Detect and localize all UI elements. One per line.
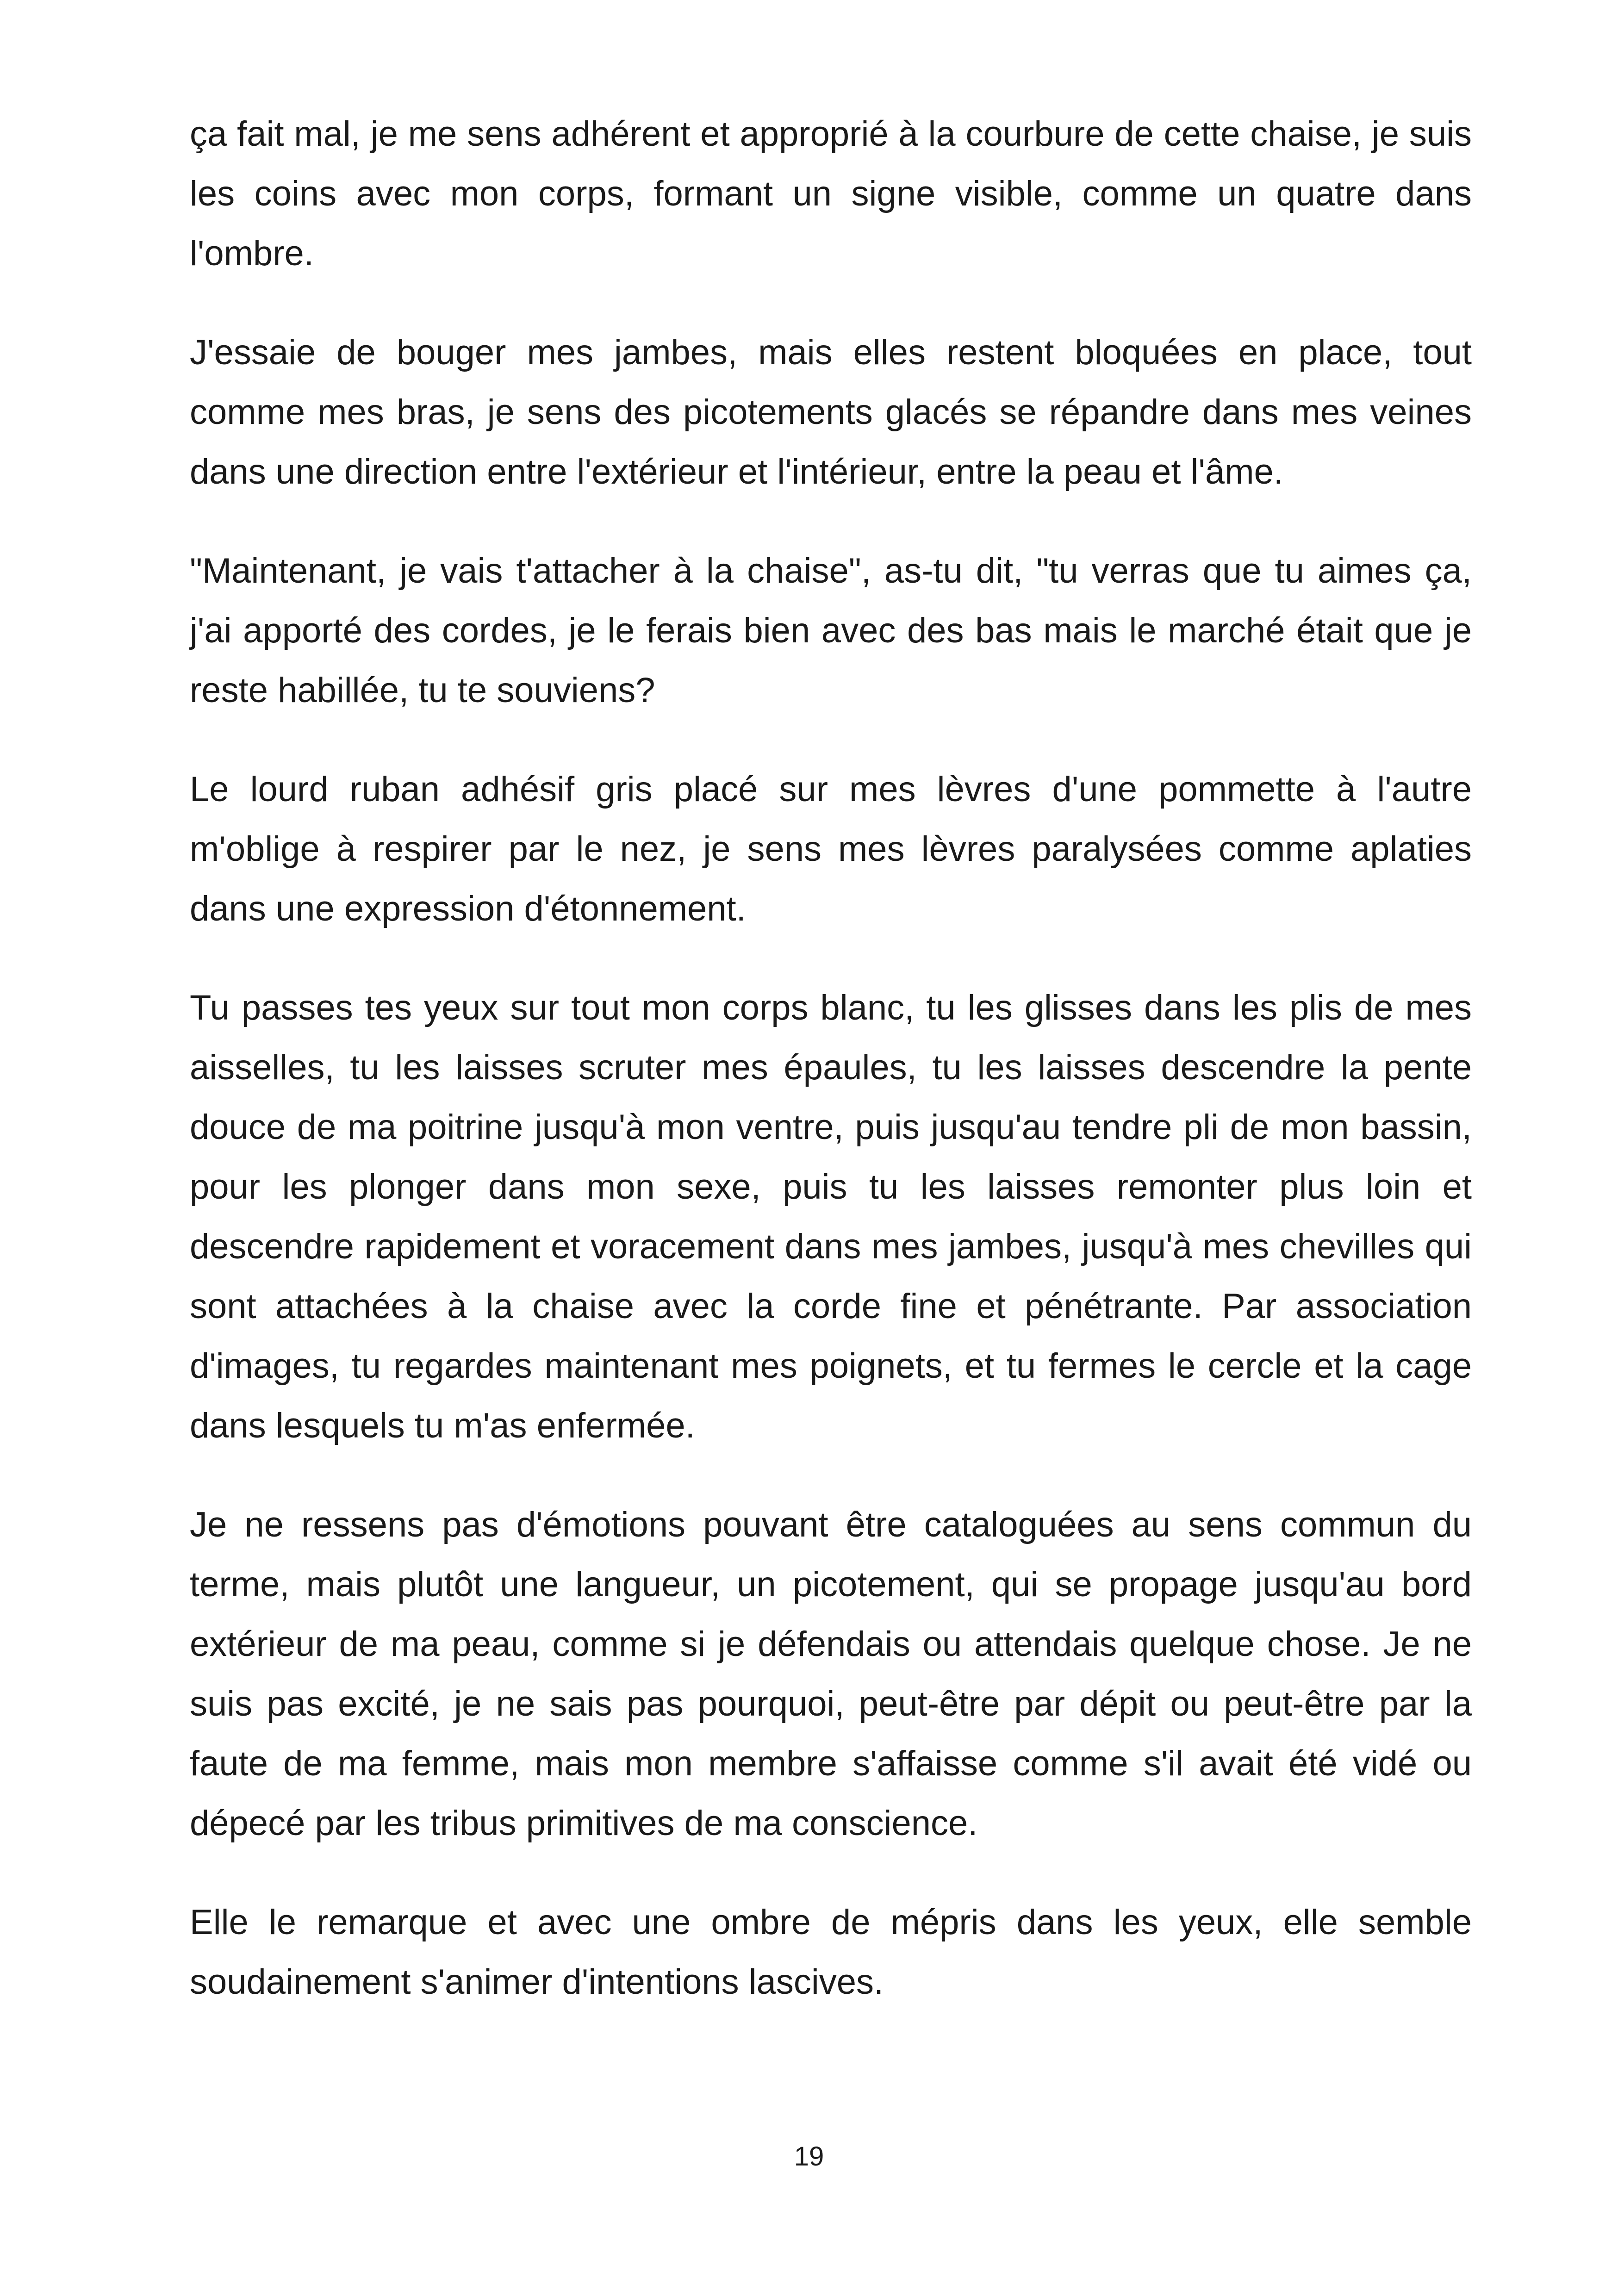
body-text <box>190 104 1472 2051</box>
paragraph: "Maintenant, je vais t'attacher à la chaise", as-tu dit, "tu verras que tu aimes ça, j'ai apporté des cordes, je le ferais bien avec des bas mais le marché était que je reste habillée, tu te souviens? <box>190 551 1472 710</box>
paragraph: ça fait mal, je me sens adhérent et approprié à la courbure de cette chaise, je suis les coins avec mon corps, formant un signe visible, comme un quatre dans l'ombre. <box>190 114 1472 273</box>
paragraph: Tu passes tes yeux sur tout mon corps blanc, tu les glisses dans les plis de mes aisselles, tu les laisses scruter mes épaules, tu les laisses descendre la pente douce de ma poitrine jusqu'à mon ventre, puis jusqu'au tendre pli de mon bassin, pour les plonger dans mon sexe, puis tu les laisses remonter plus loin et descendre rapidement et voracement dans mes jambes, jusqu'à mes chevilles qui sont attachées à la chaise avec la corde fine et pénétrante. Par association d'images, tu regardes maintenant mes poignets, et tu fermes le cercle et la cage dans lesquels tu m'as enfermée. <box>190 988 1472 1445</box>
paragraph: Je ne ressens pas d'émotions pouvant être cataloguées au sens commun du terme, mais plutôt une langueur, un picotement, qui se propage jusqu'au bord extérieur de ma peau, comme si je défendais ou attendais quelque chose. Je ne suis pas excité, je ne sais pas pourquoi, peut-être par dépit ou peut-être par la faute de ma femme, mais mon membre s'affaisse comme s'il avait été vidé ou dépecé par les tribus primitives de ma conscience. <box>190 1505 1472 1843</box>
page-number: 19 <box>794 2141 824 2172</box>
paragraph: Le lourd ruban adhésif gris placé sur mes lèvres d'une pommette à l'autre m'oblige à respirer par le nez, je sens mes lèvres paralysées comme aplaties dans une expression d'étonnement. <box>190 770 1472 928</box>
paragraph: J'essaie de bouger mes jambes, mais elles restent bloquées en place, tout comme mes bras, je sens des picotements glacés se répandre dans mes veines dans une direction entre l'extérieur et l'intérieur, entre la peau et l'âme. <box>190 333 1472 492</box>
paragraph: Elle le remarque et avec une ombre de mépris dans les yeux, elle semble soudainement s'animer d'intentions lascives. <box>190 1903 1472 2002</box>
